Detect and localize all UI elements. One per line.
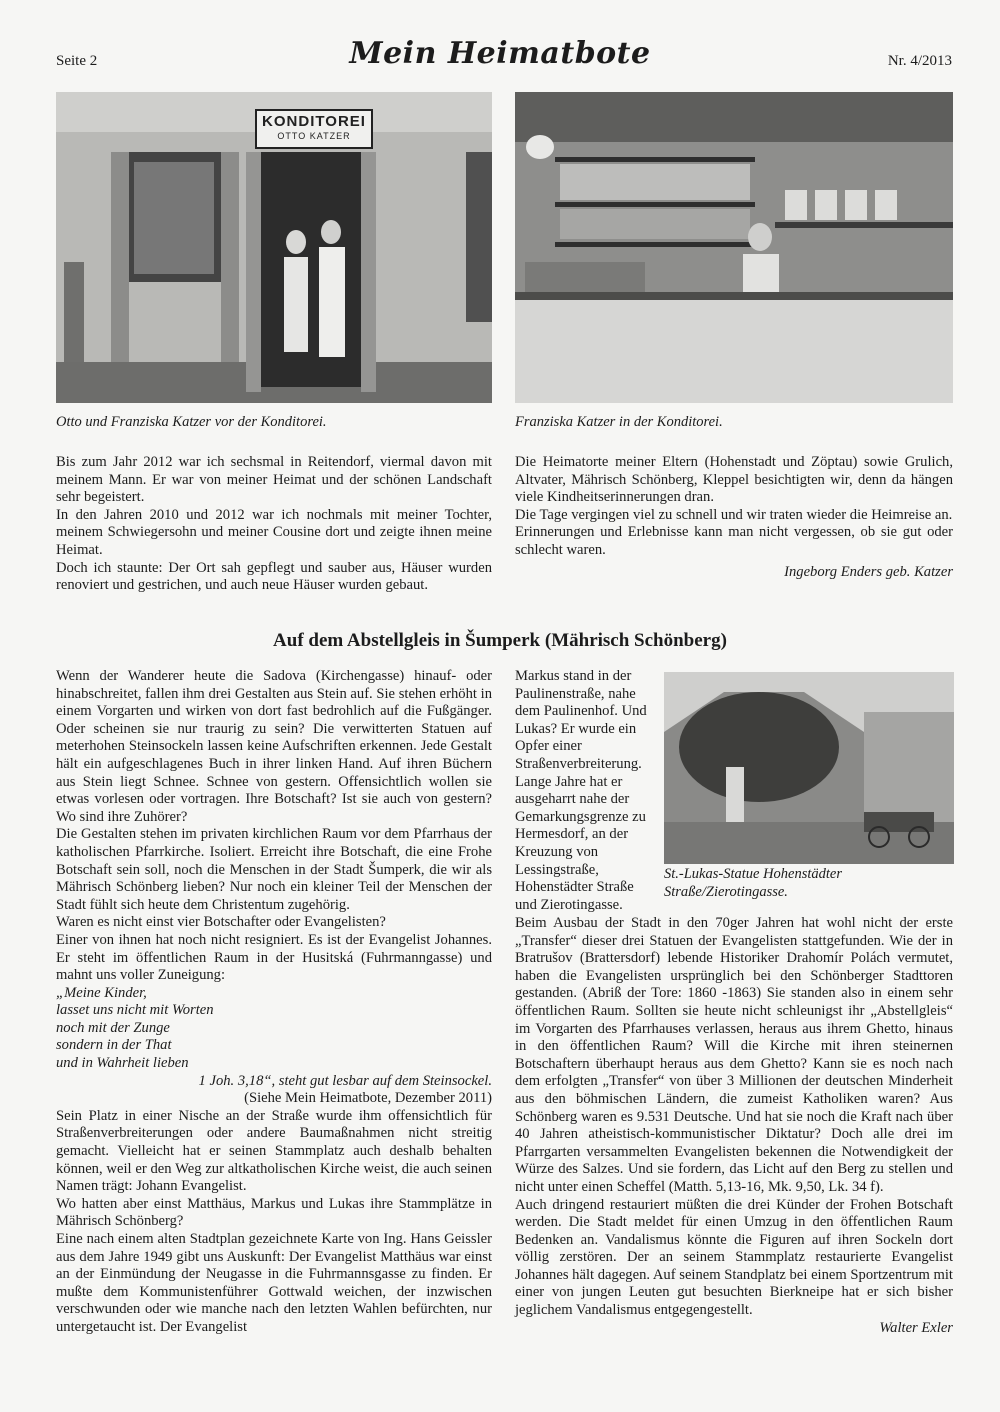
- article-paragraph: Beim Ausbau der Stadt in den 70ger Jahren hat wohl nicht der erste „Transfer“ dieser drei Statuen der Evangelisten stattgefunden. Wie der in Bratrušov (Brattersdorf) lebende Historiker Drahomír Polách vermutet, haben die Evangelisten ursprünglich bei den Schönberger Stadttoren gestanden. (Abriß der Tore: 1860 -1863) Sie standen also in einem sehr öffentlichen Raum. Sollten sie heute nicht schleunigst ihr „Abstellgleis“ im Vorgarten des Pfarrhauses verlassen, heraus aus ihrem Ghetto, hinaus in den öffentlichen Raum? Will die Kirche mit ihren steinernen Botschaftern überhaupt heraus aus dem Ghetto? Kann sie es noch nach dem erfolgten „Transfer“ von über 3 Millionen der deutschen Minderheit aus den böhmischen Ländern, die zumeist Katholiken waren? Aus Schönberg waren es 9.531 Deutsche. Und hat sie noch die Kraft nach über 40 Jahren atheistisch-kommunistischer Diktatur? Doch alle drei im Pfarrgarten versammelten Evangelisten bekennen die Notwendigkeit der Würze des Salzes. Und sie fordern, das Licht auf den Berg zu stellen und nicht unter einen Scheffel (Matth. 5,13-16, Mk. 9,50, Lk. 34 f).: [515, 915, 953, 1195]
- caption-statue-photo: St.-Lukas-Statue Hohenstädter Straße/Zierotingasse.: [664, 866, 843, 900]
- article-column-2-narrow: Markus stand in der Paulinenstraße, nahe dem Paulinenhof. Und Lukas? Er wurde ein Opfer einer Straßenverbreiterung. Lange Jahre hat er ausgeharrt nahe der Gemarkungsgrenze zu Hermesdorf, an der Kreuzung von Lessingstraße, Hohenstädter Straße und Zierotingasse.: [515, 668, 647, 913]
- page-number: Seite 2: [56, 53, 98, 69]
- shop-sign-subtext: OTTO KATZER: [277, 131, 351, 141]
- article-paragraph: Die Gestalten stehen im privaten kirchlichen Raum vor dem Pfarrhaus der katholischen Pfarrkirche. Isoliert. Erreicht ihre Botschaft, die eine Frohe Botschaft sein soll, noch die Menschen in der Stadt Šumperk, die wir als Mährisch Schönberg lieben? Nur noch ein kleiner Teil der Menschen der Stadt fühlt sich heute dem Christentum zugehörig.: [56, 826, 492, 913]
- memoir-author: Ingeborg Enders geb. Katzer: [784, 563, 953, 580]
- article-paragraph: Eine nach einem alten Stadtplan gezeichnete Karte von Ing. Hans Geissler aus dem Jahre 1949 gibt uns Auskunft: Der Evangelist Matthäus war einst an der Einmündung der Neugasse in die Fuhrmannsgasse zu finden. Er mußte dem Kommunistenführer Gottwald weichen, der inzwischen verschwunden oder wie manche nach den letzten Wahlen befürchten, nur untergetaucht ist. Der Evangelist: [56, 1231, 492, 1335]
- quote-line: noch mit der Zunge: [56, 1019, 170, 1036]
- issue-number: Nr. 4/2013: [887, 53, 952, 69]
- caption-right-photo: Franziska Katzer in der Konditorei.: [515, 414, 723, 430]
- quote-note: (Siehe Mein Heimatbote, Dezember 2011): [244, 1090, 492, 1107]
- article-paragraph: Einer von ihnen hat noch nicht resigniert. Es ist der Evangelist Johannes. Er steht im öffentlichen Raum in der Husitská (Fuhrmanngasse) und mahnt uns voller Zuneigung:: [56, 931, 492, 984]
- photo-konditorei-interior: [515, 92, 953, 403]
- masthead-logo: Mein Heimatbote: [349, 36, 651, 71]
- memoir-paragraph: Die Tage vergingen viel zu schnell und wir traten wieder die Heimreise an.: [515, 506, 953, 523]
- caption-left-photo: Otto und Franziska Katzer vor der Konditorei.: [56, 414, 327, 430]
- quote-source: 1 Joh. 3,18“, steht gut lesbar auf dem Steinsockel.: [198, 1072, 492, 1089]
- quote-line: und in Wahrheit lieben: [56, 1055, 189, 1072]
- shop-sign-text: KONDITOREI: [262, 113, 366, 130]
- article-column-2: [515, 915, 953, 1337]
- photo-konditorei-exterior: [56, 92, 492, 403]
- photo-st-lukas-statue: [664, 672, 954, 864]
- article-paragraph: Auch dringend restauriert müßten die drei Künder der Frohen Botschaft werden. Die Stadt meldet für einen Umzug in den öffentlichen Raum Bedenken an. Vandalismus könnte die Figuren auf ihren Sockeln dort völlig zerstören. Der an seinem Stammplatz restaurierte Evangelist Johannes hält dagegen. Auf seinem Standplatz bei einem Sportzentrum mit einer von jungen Leuten gut besuchten Bierkneipe hat er sich bisher jeglichem Vandalismus entgegengestellt.: [515, 1196, 953, 1319]
- article-paragraph: Wenn der Wanderer heute die Sadova (Kirchengasse) hinauf- oder hinabschreitet, fallen ihm drei Gestalten aus Stein auf. Sie stehen erhöht in einem Vorgarten und wirken von dort fast bedrohlich auf die Fußgänger. Oder scheinen sie nur traurig zu sein? Die verwitterten Statuen auf meterhohen Steinsockeln lassen keine Aufschriften erkennen. Jede Gestalt hält ein aufgeschlagenes Buch in ihrer linken Hand. Auf ihren Büchern aus Stein liegt Schnee. Schnee von gestern. Offensichtlich wollen sie etwas vorlesen oder vortragen. Ihre Botschaft? Ist sie auch von gestern? Wo sind ihre Zuhörer?: [56, 668, 492, 825]
- memoir-paragraph: Die Heimatorte meiner Eltern (Hohenstadt und Zöptau) sowie Grulich, Altvater, Mährisch Schönberg, Kleppel besichtigten wir, denn da hängen viele Kindheitserinnerungen dran.: [515, 454, 953, 506]
- memoir-left-column: [56, 454, 492, 595]
- article-paragraph: Sein Platz in einer Nische an der Straße wurde ihm offensichtlich für Straßenverbreiterungen oder andere Baumaßnahmen nicht streitig gemacht. Vielleicht hat er seinen Stammplatz auch deshalb behalten können, weil er den Weg zur altkatholischen Kirche weist, die auch seinen Namen trägt: Johann Evangelist.: [56, 1107, 492, 1195]
- article-column-1: [56, 668, 492, 1337]
- article-paragraph: Waren es nicht einst vier Botschafter oder Evangelisten?: [56, 914, 386, 931]
- quote-line: sondern in der That: [56, 1037, 172, 1054]
- bible-quote: [56, 985, 492, 1091]
- memoir-paragraph: Bis zum Jahr 2012 war ich sechsmal in Reitendorf, viermal davon mit meinem Mann. Er war von meiner Heimat und der schönen Landschaft sehr begeistert.: [56, 454, 492, 506]
- memoir-paragraph: In den Jahren 2010 und 2012 war ich nochmals mit meiner Tochter, meinem Schwiegersohn und meiner Cousine dort und zeigte ihnen meine Heimat.: [56, 506, 492, 558]
- memoir-paragraph: Doch ich staunte: Der Ort sah gepflegt und sauber aus, Häuser wurden renoviert und gestrichen, und auch neue Häuser wurden gebaut.: [56, 559, 492, 594]
- article-author: Walter Exler: [879, 1319, 953, 1336]
- memoir-right-column: [515, 454, 953, 581]
- article-paragraph: Wo hatten aber einst Matthäus, Markus und Lukas ihre Stammplätze in Mährisch Schönberg?: [56, 1195, 492, 1230]
- quote-line: „Meine Kinder,: [56, 984, 147, 1001]
- memoir-paragraph: Erinnerungen und Erlebnisse kann man nicht vergessen, ob sie gut oder schlecht waren.: [515, 524, 953, 558]
- quote-line: lasset uns nicht mit Worten: [56, 1002, 214, 1019]
- article-title: Auf dem Abstellgleis in Šumperk (Mährisch Schönberg): [273, 630, 727, 651]
